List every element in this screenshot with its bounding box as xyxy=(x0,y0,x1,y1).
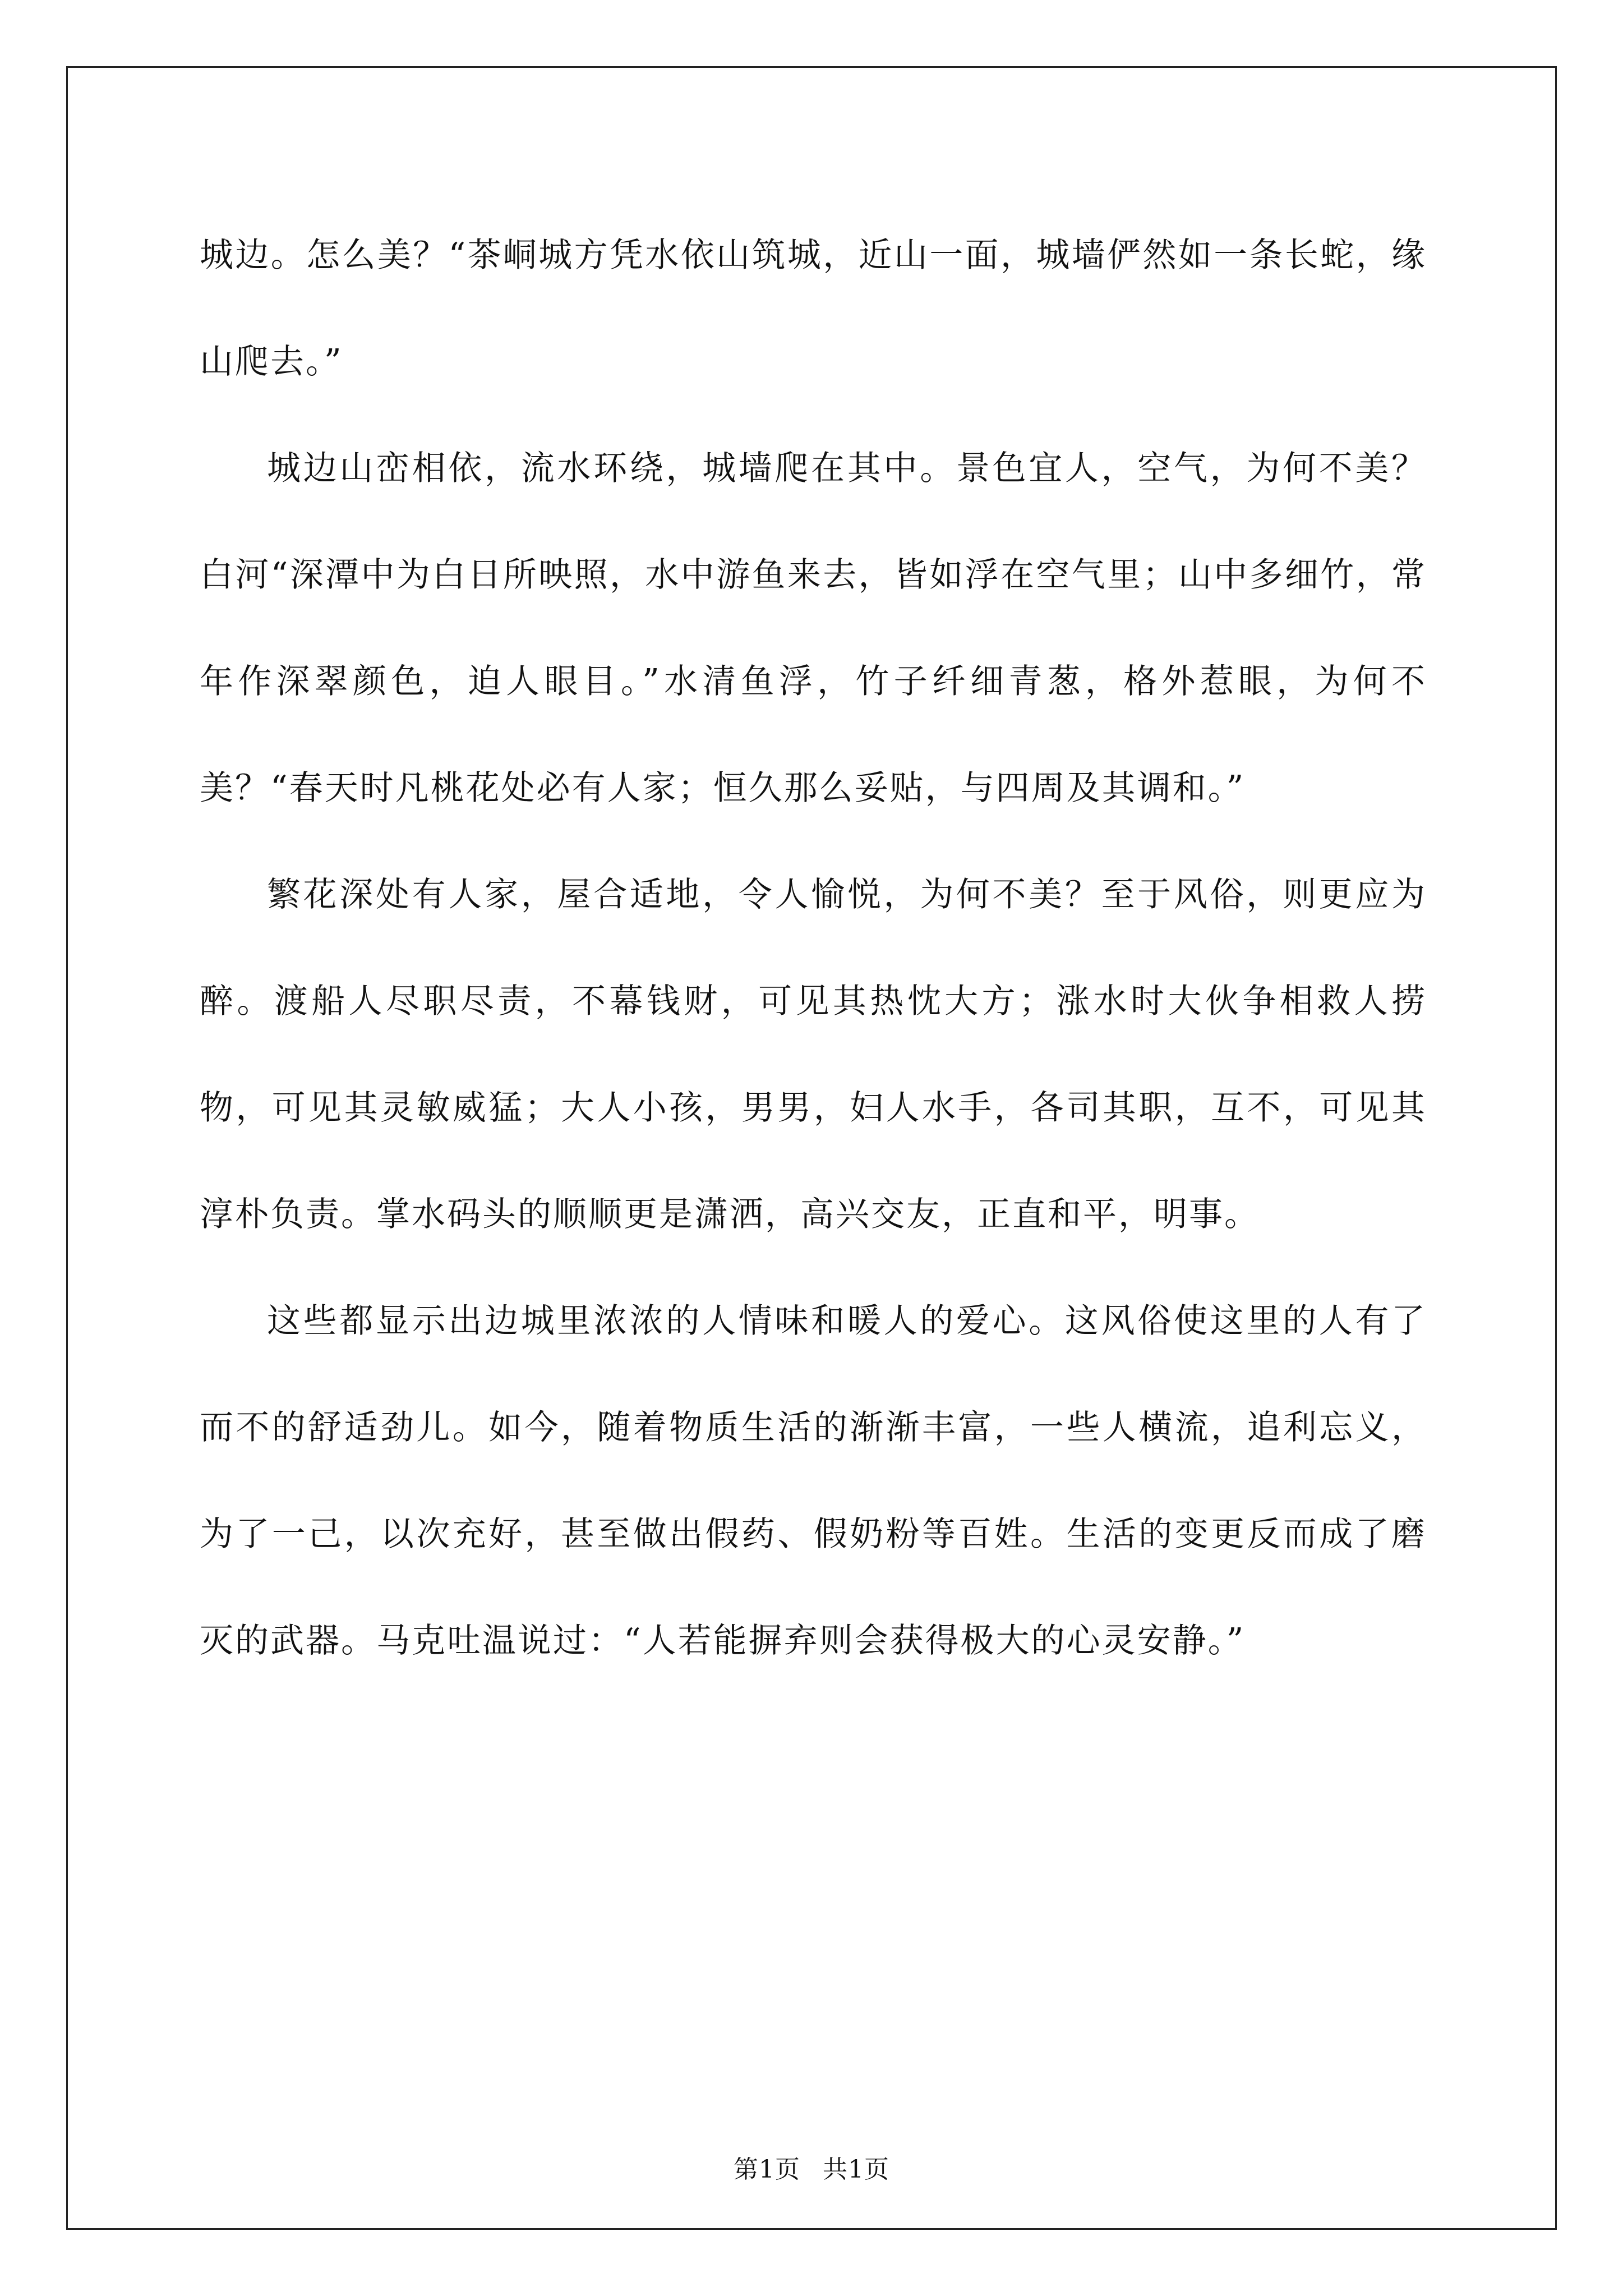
paragraph-2: 城边山峦相依，流水环绕，城墙爬在其中。景色宜人，空气，为何不美？白河“深潭中为白日所映照，水中游鱼来去，皆如浮在空气里；山中多细竹，常年作深翠颜色，迫人眼目。”水清鱼浮，竹子纤细青葱，格外惹眼，为何不美？“春天时凡桃花处必有人家；恒久那么妥贴，与四周及其调和。” xyxy=(200,449,1427,808)
document-body xyxy=(200,202,1427,1694)
page-number: 第1页 xyxy=(734,2155,800,2184)
page-total: 共1页 xyxy=(823,2155,889,2184)
paragraph-1: 城边。怎么美？“茶峒城方凭水依山筑城，近山一面，城墙俨然如一条长蛇，缘山爬去。” xyxy=(200,236,1427,381)
paragraph-3: 繁花深处有人家，屋合适地，令人愉悦，为何不美？至于风俗，则更应为醉。渡船人尽职尽责，不幕钱财，可见其热忱大方；涨水时大伙争相救人捞物，可见其灵敏威猛；大人小孩，男男，妇人水手，各司其职，互不，可见其淳朴负责。掌水码头的顺顺更是潇洒，高兴交友，正直和平，明事。 xyxy=(200,875,1427,1234)
paragraph-4: 这些都显示出边城里浓浓的人情味和暖人的爱心。这风俗使这里的人有了而不的舒适劲儿。如今，随着物质生活的渐渐丰富，一些人横流，追利忘义，为了一己，以次充好，甚至做出假药、假奶粉等百姓。生活的变更反而成了磨灭的武器。马克吐温说过：“人若能摒弃则会获得极大的心灵安静。” xyxy=(200,1301,1427,1660)
page-footer xyxy=(0,2153,1623,2187)
